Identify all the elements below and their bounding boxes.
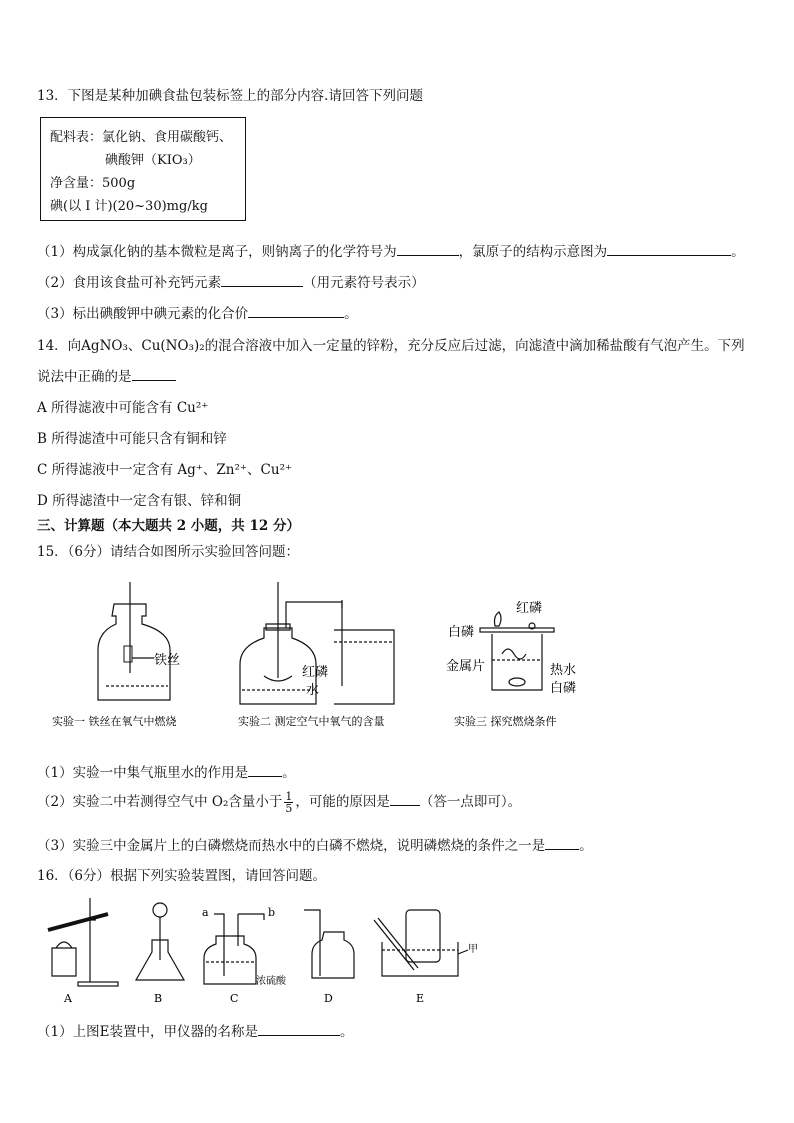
q13-sub2: （2）食用该食盐可补充钙元素 （用元素符号表示）: [37, 275, 425, 291]
experiment-3-apparatus: [480, 612, 554, 690]
apparatus-b: [136, 903, 184, 980]
q14-option-b: B 所得滤渣中可能只含有铜和锌: [37, 431, 227, 447]
label-jia: 甲: [468, 944, 478, 955]
section-3-heading: 三、计算题（本大题共 2 小题，共 12 分）: [37, 518, 300, 534]
label-kio3: 碘酸钾（KIO₃）: [105, 153, 201, 168]
exp3-label-red-phosphorus: 红磷: [516, 601, 543, 616]
exp2-caption: 实验二 测定空气中氧气的含量: [238, 715, 385, 728]
apparatus-a: [48, 898, 118, 986]
exp3-label-white-phosphorus-top: 白磷: [448, 625, 475, 640]
q14-option-c: C 所得滤液中一定含有 Ag⁺、Zn²⁺、Cu²⁺: [37, 462, 293, 478]
q16-apparatus-figure: [38, 890, 498, 1012]
exp2-label-red-phosphorus: 红磷: [302, 665, 329, 680]
q14-stem-line2: 说法中正确的是: [37, 365, 176, 385]
exp1-caption: 实验一 铁丝在氧气中燃烧: [52, 715, 177, 728]
label-b-port: b: [268, 906, 276, 919]
label-a: A: [64, 992, 72, 1005]
fraction-one-fifth: $\frac{1}{5}$: [285, 790, 293, 815]
q16-sub1: （1）上图E装置中，甲仪器的名称是 。: [37, 1024, 354, 1040]
experiment-1-apparatus: [98, 582, 170, 700]
q15-sub2: （2）实验二中若测得空气中 O₂含量小于 $\frac{1}{5}$ ，可能的原因是 （答一点即可）。: [37, 790, 522, 815]
label-iodine: 碘(以 I 计)(20~30)mg/kg: [50, 199, 208, 214]
q16-stem: 16．（6分）根据下列实验装置图，请回答问题。: [37, 868, 327, 884]
label-e: E: [416, 992, 425, 1005]
salt-label-box: [40, 117, 246, 221]
exp3-label-hot-water: 热水: [550, 663, 577, 678]
label-ingredients: 配料表：氯化钠、食用碳酸钙、: [50, 130, 233, 145]
label-concentrated-sulfuric-acid: 浓硫酸: [256, 976, 286, 987]
q15-sub3: （3）实验三中金属片上的白磷燃烧而热水中的白磷不燃烧，说明磷燃烧的条件之一是 。: [37, 838, 593, 854]
label-d: D: [324, 992, 333, 1005]
q15-sub1: （1）实验一中集气瓶里水的作用是 。: [37, 765, 296, 781]
apparatus-c: [204, 914, 264, 984]
q15-stem: 15．（6分）请结合如图所示实验回答问题：: [37, 544, 300, 560]
q15-experiment-figure: [40, 578, 600, 738]
label-net-content: 净含量：500g: [50, 176, 136, 191]
q13-sub3: （3）标出碘酸钾中碘元素的化合价 。: [37, 306, 358, 322]
q14-option-a: A 所得滤液中可能含有 Cu²⁺: [37, 400, 209, 416]
exp3-label-white-phosphorus-bottom: 白磷: [550, 681, 577, 696]
label-a-port: a: [202, 906, 209, 919]
q14-stem-line1: 14．向AgNO₃、Cu(NO₃)₂的混合溶液中加入一定量的锌粉，充分反应后过滤，向滤渣中滴加稀盐酸有气泡产生。下列: [37, 338, 745, 354]
q14-option-d: D 所得滤渣中一定含有银、锌和铜: [37, 493, 242, 509]
exp2-label-water: 水: [306, 683, 320, 698]
exp3-caption: 实验三 探究燃烧条件: [454, 715, 557, 728]
label-c: C: [230, 992, 239, 1005]
apparatus-d: [304, 910, 354, 978]
label-b: B: [154, 992, 163, 1005]
q13-stem: 13．下图是某种加碘食盐包装标签上的部分内容.请回答下列问题: [37, 88, 423, 104]
q13-sub1: （1）构成氯化钠的基本微粒是离子，则钠离子的化学符号为 ，氯原子的结构示意图为 。: [37, 244, 745, 260]
exp3-label-metal-sheet: 金属片: [446, 659, 486, 674]
exp1-label-iron-wire: 铁丝: [154, 653, 181, 668]
apparatus-e: [374, 910, 468, 976]
